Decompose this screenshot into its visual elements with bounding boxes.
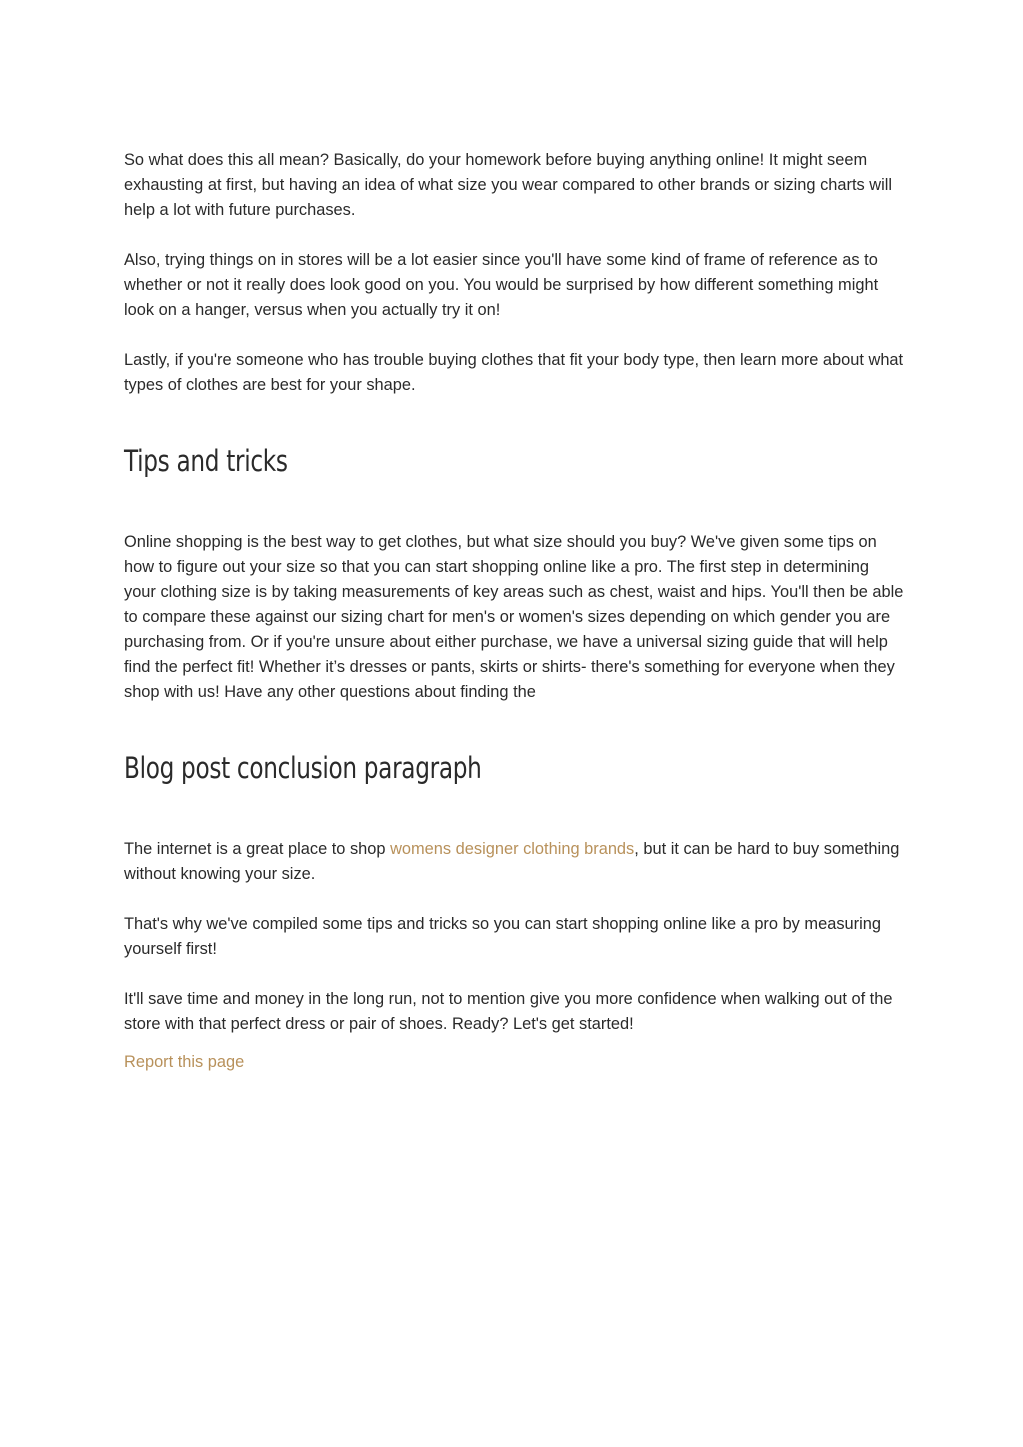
conclusion-paragraph-1 — [124, 837, 904, 887]
conclusion-paragraph-2: That's why we've compiled some tips and tricks so you can start shopping online like a pro by measuring yourself first! — [124, 915, 881, 958]
conclusion-text-before-link: The internet is a great place to shop — [124, 840, 391, 858]
conclusion-text-after-link: , but it can be hard to buy something without knowing your size. — [124, 840, 900, 883]
womens-designer-clothing-link[interactable]: womens designer clothing brands — [390, 840, 635, 858]
tips-heading: Tips and tricks — [124, 444, 288, 478]
report-page-link[interactable]: Report this page — [124, 1053, 245, 1071]
intro-paragraph-2: Also, trying things on in stores will be a lot easier since you'll have some kind of frame of reference as to whether or not it really does look good on you. You would be surprised by how different something might look on a hanger, versus when you actually try it on! — [124, 251, 879, 319]
conclusion-heading: Blog post conclusion paragraph — [124, 751, 482, 785]
intro-paragraph-1: So what does this all mean? Basically, do your homework before buying anything online! It might seem exhausting at first, but having an idea of what size you wear compared to other brands or sizing charts will help a lot with future purchases. — [124, 151, 893, 219]
intro-paragraph-3: Lastly, if you're someone who has trouble buying clothes that fit your body type, then learn more about what types of clothes are best for your shape. — [124, 351, 904, 394]
tips-paragraph: Online shopping is the best way to get clothes, but what size should you buy? We've given some tips on how to figure out your size so that you can start shopping online like a pro. The first step in determining your clothing size is by taking measurements of key areas such as chest, waist and hips. You'll then be able to compare these against our sizing chart for men's or women's sizes depending on which gender you are purchasing from. Or if you're unsure about either purchase, we have a universal sizing guide that will help find the perfect fit! Whether it’s dresses or pants, skirts or shirts- there's something for everyone when they shop with us! Have any other questions about finding the — [124, 533, 904, 701]
conclusion-paragraph-3: It'll save time and money in the long run, not to mention give you more confidence when walking out of the store with that perfect dress or pair of shoes. Ready? Let's get started! — [124, 990, 893, 1033]
article — [124, 148, 904, 1075]
tips-paragraph-container — [124, 530, 904, 705]
